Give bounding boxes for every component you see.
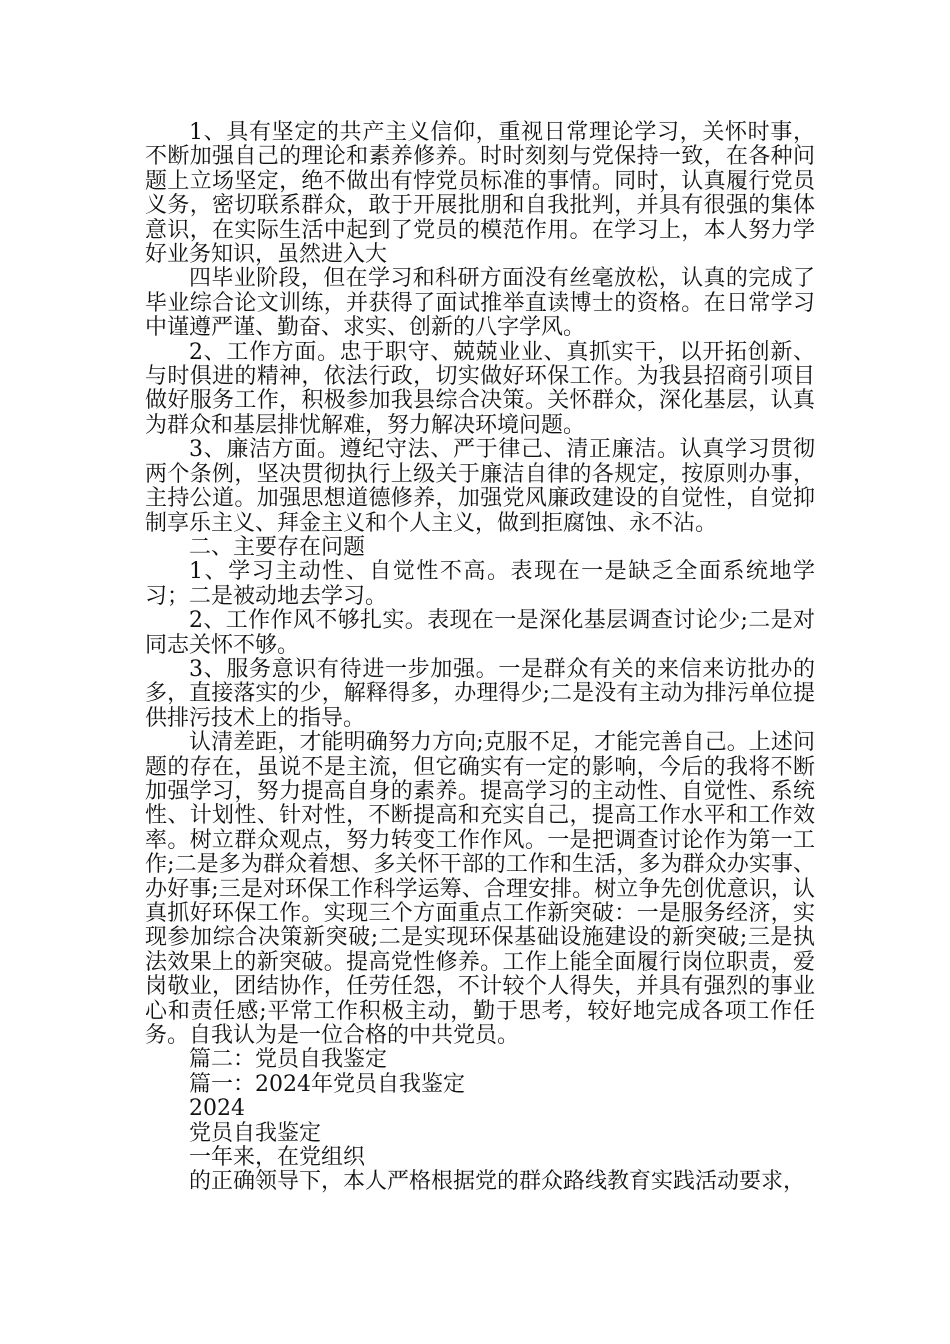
heading-part-two: 篇二：党员自我鉴定 <box>189 1047 388 1073</box>
paragraph-improvement: 认清差距，才能明确努力方向;克服不足，才能完善自己。上述问题的存在，虽说不是主流，但它确实有一定的影响，今后的我将不断加强学习，努力提高自身的素养。提高学习的主动性、自觉性、系统性、计划性、针对性，不断提高和充实自己，提高工作水平和工作效率。树立群众观点，努力转变工作作风。一是把调查讨论作为第一工作;二是多为群众着想、多关怀干部的工作和生活，多为群众办实事、办好事;三是对环保工作科学运筹、合理安排。树立争先创优意识，认真抓好环保工作。实现三个方面重点工作新突破：一是服务经济，实现参加综合决策新突破;二是实现环保基础设施建设的新突破;三是执法效果上的新突破。提高党性修养。工作上能全面履行岗位职责，爱岗敬业，团结协作，任劳任怨，不计较个人得失，并具有强烈的事业心和责任感;平常工作积极主动，勤于思考，较好地完成各项工作任务。自我认为是一位合格的中共党员。 <box>145 730 815 1049</box>
heading-part-one: 篇一：2024年党员自我鉴定 <box>189 1071 465 1097</box>
intro-continuation-line: 的正确领导下，本人严格根据党的群众路线教育实践活动要求， <box>189 1169 806 1195</box>
year-line: 2024 <box>189 1096 245 1122</box>
title-line: 党员自我鉴定 <box>189 1120 322 1146</box>
paragraph-problem-service: 3、服务意识有待进一步加强。一是群众有关的来信来访批办的多，直接落实的少，解释得多，办理得少;二是没有主动为排污单位提供排污技术上的指导。 <box>145 656 815 731</box>
paragraph-problem-style: 2、工作作风不够扎实。表现在一是深化基层调查讨论少;二是对同志关怀不够。 <box>145 608 815 658</box>
section-heading-problems: 二、主要存在问题 <box>189 534 366 560</box>
paragraph-graduation: 四毕业阶段，但在学习和科研方面没有丝毫放松，认真的完成了毕业综合论文训练，并获得了面试推举直读博士的资格。在日常学习中谨遵严谨、勤奋、求实、创新的八字学风。 <box>145 266 815 341</box>
paragraph-integrity: 3、廉洁方面。遵纪守法、严于律己、清正廉洁。认真学习贯彻两个条例，坚决贯彻执行上级关于廉洁自律的各规定，按原则办事，主持公道。加强思想道德修养，加强党风廉政建设的自觉性，自觉抑制享乐主义、拜金主义和个人主义，做到拒腐蚀、永不沾。 <box>145 437 815 536</box>
paragraph-belief: 1、具有坚定的共产主义信仰，重视日常理论学习，关怀时事，不断加强自己的理论和素养修养。时时刻刻与党保持一致，在各种问题上立场坚定，绝不做出有悖党员标准的事情。同时，认真履行党员义务，密切联系群众，敢于开展批朋和自我批判，并具有很强的集体意识，在实际生活中起到了党员的模范作用。在学习上，本人努力学好业务知识，虽然进入大 <box>145 120 815 268</box>
paragraph-work: 2、工作方面。忠于职守、兢兢业业、真抓实干，以开拓创新、与时俱进的精神，依法行政，切实做好环保工作。为我县招商引项目做好服务工作，积极参加我县综合决策。关怀群众，深化基层，认真为群众和基层排忧解难，努力解决环境问题。 <box>145 339 815 438</box>
document-body <box>145 121 815 1195</box>
intro-line: 一年来，在党组织 <box>189 1145 366 1171</box>
paragraph-problem-study: 1、学习主动性、自觉性不高。表现在一是缺乏全面系统地学习；二是被动地去学习。 <box>145 559 815 609</box>
